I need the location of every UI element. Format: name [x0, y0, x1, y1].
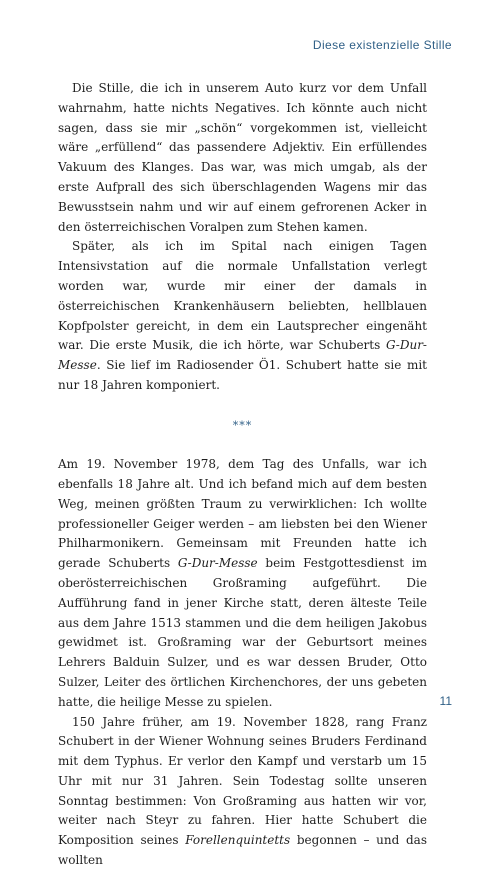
body-text: [58, 79, 427, 871]
paragraph-4-text-end: begonnen – und das wollten: [58, 833, 427, 868]
paragraph-2-text-end: . Sie lief im Radiosender Ö1. Schubert hatte sie mit nur 18 Jahren komponiert.: [58, 358, 427, 392]
paragraph-2-text: Später, als ich im Spital nach einigen Tagen Intensivstation auf die normale Unfallstation verlegt worden war, wurde mir einer der damals in österreichischen Krankenhäusern beliebten, hellblauen Kopfpolster gereicht, in dem ein Lautsprecher eingenäht war. Die erste Musik, die ich hörte, war Schuberts: [58, 239, 427, 353]
paragraph-4: [58, 713, 427, 871]
running-head: Diese existenzielle Stille: [312, 38, 452, 52]
paragraph-1: Die Stille, die ich in unserem Auto kurz vor dem Unfall wahrnahm, hatte nichts Negatives. Ich könnte auch nicht sagen, dass sie mir „schön“ vorgekommen ist, vielleicht wäre „erfüllend“ das passendere Adjektiv. Ein erfüllendes Vakuum des Klanges. Das war, was mich umgab, als der erste Aufprall des sich überschlagenden Wagens mir das Bewusstsein nahm und wir auf einem gefrorenen Acker in den österreichischen Voralpen zum Stehen kamen.: [58, 81, 427, 234]
work-title-italic: G-Dur-Messe: [177, 556, 258, 571]
paragraph-2: [58, 237, 427, 395]
page-number: 11: [439, 694, 452, 708]
section-separator: ***: [232, 418, 253, 432]
paragraph-3: [58, 455, 427, 712]
work-title-italic: Forellenquintetts: [185, 833, 291, 848]
paragraph-3-text: Am 19. November 1978, dem Tag des Unfalls, war ich ebenfalls 18 Jahre alt. Und ich befand mich auf dem besten Weg, meinen größten Traum zu verwirklichen: Ich wollte professioneller Geiger werden – am liebsten bei den Wiener Philharmonikern. Gemeinsam mit Freunden hatte ich gerade Schuberts: [58, 457, 427, 571]
work-title-italic: G-Dur-Messe: [58, 338, 427, 373]
paragraph-3-text-end: beim Festgottesdienst im oberösterreichischen Großraming aufgeführt. Die Aufführung fand in jener Kirche statt, deren älteste Teile aus dem Jahre 1513 stammen und die dem heiligen Jakobus gewidmet ist. Großraming war der Geburtsort meines Lehrers Balduin Sulzer, und es war dessen Bruder, Otto Sulzer, Leiter des örtlichen Kirchenchores, der uns gebeten hatte, die heilige Messe zu spielen.: [58, 556, 427, 709]
paragraph-4-text: 150 Jahre früher, am 19. November 1828, rang Franz Schubert in der Wiener Wohnung seines Bruders Ferdinand mit dem Typhus. Er verlor den Kampf und verstarb um 15 Uhr mit nur 31 Jahren. Sein Todestag sollte unseren Sonntag bestimmen: Von Großraming aus hatten wir vor, weiter nach Steyr zu fahren. Hier hatte Schubert die Komposition seines: [58, 714, 427, 848]
